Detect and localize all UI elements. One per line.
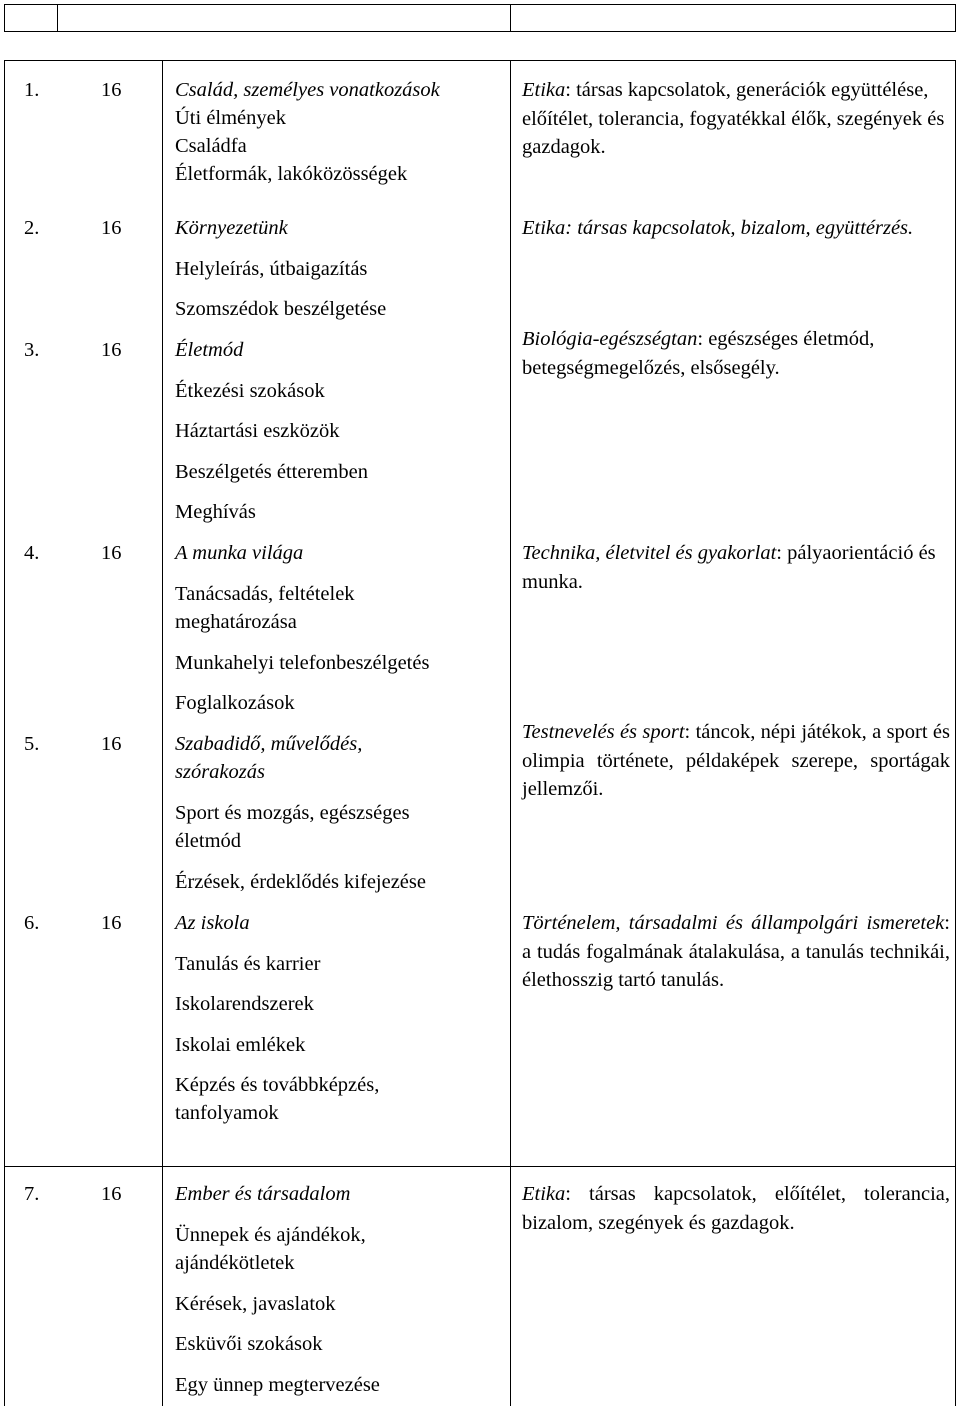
subtopic: életmód — [175, 830, 242, 852]
topic-title: Életmód — [175, 339, 244, 361]
links-subject: Történelem, társadalmi és állampolgári ismeretek — [522, 912, 945, 934]
row-hours: 16 — [101, 912, 122, 934]
cross-curricular-links — [522, 76, 950, 162]
cross-curricular-links — [522, 325, 950, 382]
row-number: 4. — [24, 542, 40, 564]
links-text: : társas kapcsolatok, előítélet, tolerancia, bizalom, szegények és gazdagok. — [522, 1183, 950, 1234]
header-cell-3 — [511, 5, 956, 32]
row-hours: 16 — [101, 217, 122, 239]
cross-curricular-links — [522, 539, 950, 596]
topic-title: Család, személyes vonatkozások — [175, 79, 440, 101]
row-hours: 16 — [101, 339, 122, 361]
links-subject: Etika — [522, 1183, 566, 1205]
cross-curricular-links — [522, 1180, 950, 1237]
subtopic: Iskolarendszerek — [175, 993, 314, 1015]
row-hours: 16 — [101, 79, 122, 101]
topic-title: Az iskola — [175, 912, 250, 934]
row-number: 6. — [24, 912, 40, 934]
header-cell-2 — [58, 5, 511, 32]
topic-title-line-2: szórakozás — [175, 761, 265, 783]
subtopic: Kérések, javaslatok — [175, 1293, 336, 1315]
subtopic: Sport és mozgás, egészséges — [175, 802, 410, 824]
topic-title-line-1: Szabadidő, művelődés, — [175, 733, 363, 755]
subtopic: Képzés és továbbképzés, — [175, 1074, 380, 1096]
links-text: : egészséges életmód, betegségmegelőzés, elsősegély. — [522, 328, 875, 379]
table-body-block-2 — [4, 1166, 956, 1406]
row-number: 1. — [24, 79, 40, 101]
subtopic: Családfa — [175, 135, 247, 157]
links-subject: Technika, életvitel és gyakorlat — [522, 542, 777, 564]
subtopic: Meghívás — [175, 501, 256, 523]
header-cell-1 — [5, 5, 58, 32]
subtopic: meghatározása — [175, 611, 297, 633]
table-body-block-1 — [4, 60, 956, 1166]
links-subject: Biológia-egészségtan — [522, 328, 698, 350]
subtopic: Szomszédok beszélgetése — [175, 298, 387, 320]
links-subject: Testnevelés és sport — [522, 721, 685, 743]
row-hours: 16 — [101, 542, 122, 564]
links-text: : pályaorientáció és munka. — [522, 542, 936, 593]
row-number: 7. — [24, 1183, 40, 1205]
topic-title: Ember és társadalom — [175, 1183, 351, 1205]
row-hours: 16 — [101, 1183, 122, 1205]
subtopic: Tanulás és karrier — [175, 953, 321, 975]
subtopic: Ünnepek és ajándékok, — [175, 1224, 366, 1246]
subtopic: Beszélgetés étteremben — [175, 461, 368, 483]
subtopic: Egy ünnep megtervezése — [175, 1374, 380, 1396]
links-subject: Etika — [522, 79, 566, 101]
row-number: 2. — [24, 217, 40, 239]
subtopic: ajándékötletek — [175, 1252, 295, 1274]
subtopic: Foglalkozások — [175, 692, 295, 714]
cross-curricular-links — [522, 718, 950, 804]
links-text: : a tudás fogalmának átalakulása, a tanulás technikái, élethosszig tartó tanulás. — [522, 912, 950, 991]
cross-curricular-links — [522, 909, 950, 995]
subtopic: Tanácsadás, feltételek — [175, 583, 355, 605]
subtopic: Háztartási eszközök — [175, 420, 340, 442]
row-hours: 16 — [101, 733, 122, 755]
subtopic: tanfolyamok — [175, 1102, 279, 1124]
links-text: : táncok, népi játékok, a sport és olimpia története, példaképek szerepe, sportágak jellemzői. — [522, 721, 950, 800]
topic-title: Környezetünk — [175, 217, 288, 239]
subtopic: Érzések, érdeklődés kifejezése — [175, 871, 426, 893]
subtopic: Esküvői szokások — [175, 1333, 323, 1355]
subtopic: Úti élmények — [175, 107, 287, 129]
cross-curricular-links — [522, 214, 950, 243]
row-number: 3. — [24, 339, 40, 361]
curriculum-table — [4, 4, 956, 1399]
subtopic: Étkezési szokások — [175, 380, 325, 402]
subtopic: Helyleírás, útbaigazítás — [175, 258, 368, 280]
links-text: : társas kapcsolatok, generációk együttélése, előítélet, tolerancia, fogyatékkal élők, szegények és gazdagok. — [522, 79, 945, 158]
row-number: 5. — [24, 733, 40, 755]
links-subject: Etika: társas kapcsolatok, bizalom, együttérzés. — [522, 217, 914, 239]
topic-title: A munka világa — [175, 542, 304, 564]
subtopic: Munkahelyi telefonbeszélgetés — [175, 652, 430, 674]
subtopic: Iskolai emlékek — [175, 1034, 306, 1056]
empty-header-row — [4, 4, 956, 32]
subtopic: Életformák, lakóközösségek — [175, 163, 408, 185]
